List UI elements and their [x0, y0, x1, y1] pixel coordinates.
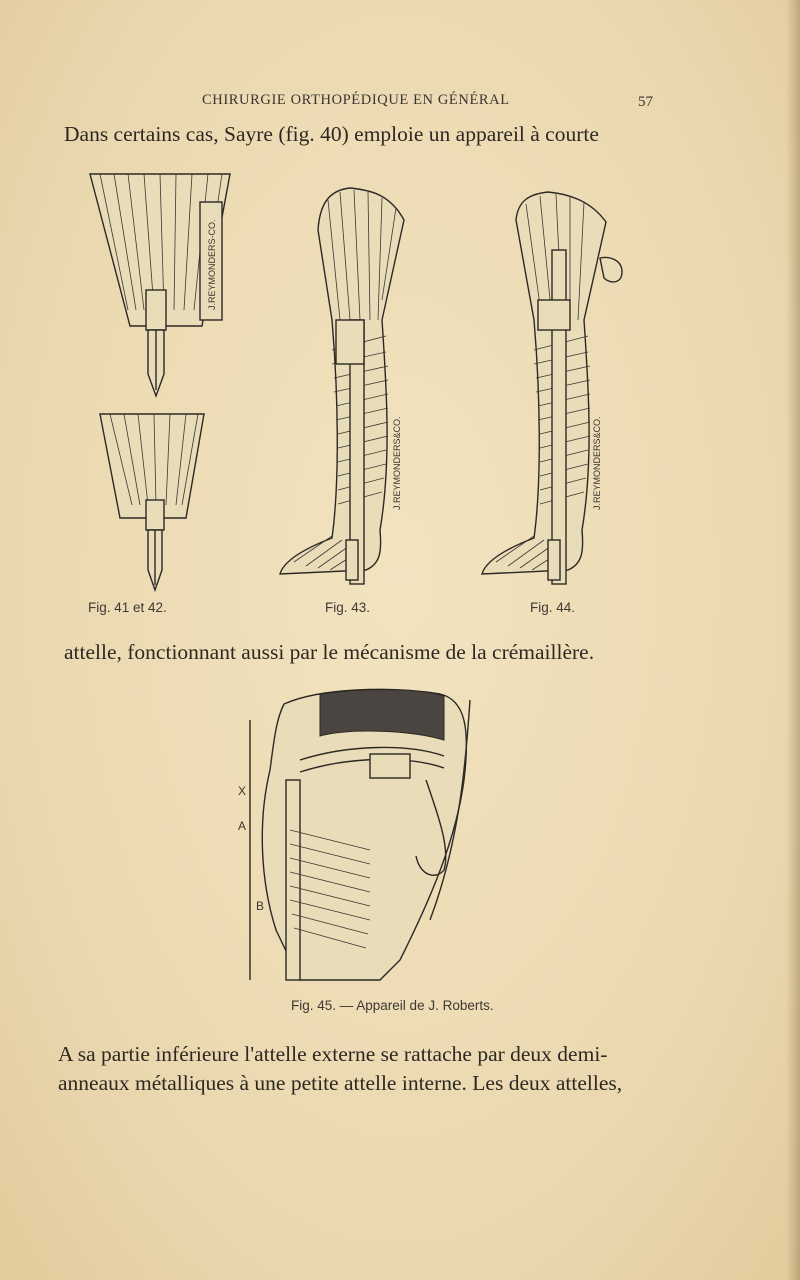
text-line-2: attelle, fonctionnant aussi par le mécanisme de la crémaillère. [64, 640, 595, 664]
page-edge-shadow [786, 0, 800, 1280]
fig-45-label-b: B [256, 899, 265, 913]
fig-44-leg-illustration [482, 192, 622, 584]
fig-44-caption: Fig. 44. [530, 600, 576, 615]
fig-43-caption: Fig. 43. [325, 600, 371, 615]
figures-41-44 [70, 160, 730, 600]
fig-45-caption: Fig. 45. — Appareil de J. Roberts. [291, 998, 494, 1013]
fig-41-engraver-mark: J.REYMONDERS-CO. [207, 219, 217, 310]
page-header [0, 92, 800, 116]
fig-43-leg-illustration [280, 188, 404, 584]
fig-41-splint-illustration [90, 174, 230, 396]
page-number: 57 [638, 94, 653, 110]
fig-41-42-caption: Fig. 41 et 42. [88, 600, 167, 615]
fig-45-label-x: X [238, 784, 247, 798]
running-head: CHIRURGIE ORTHOPÉDIQUE EN GÉNÉRAL [202, 92, 510, 108]
fig-44-engraver-mark: J.REYMONDERS&CO. [592, 416, 602, 510]
fig-45-label-a: A [238, 819, 247, 833]
text-line-3: A sa partie inférieure l'attelle externe se rattache par deux demi- [58, 1042, 608, 1066]
fig-45-apparatus-illustration [230, 680, 490, 990]
text-line-1: Dans certains cas, Sayre (fig. 40) emploie un appareil à courte [64, 122, 599, 146]
fig-43-engraver-mark: J.REYMONDERS&CO. [392, 416, 402, 510]
fig-42-splint-illustration [100, 414, 204, 590]
text-line-4: anneaux métalliques à une petite attelle interne. Les deux attelles, [58, 1071, 623, 1095]
